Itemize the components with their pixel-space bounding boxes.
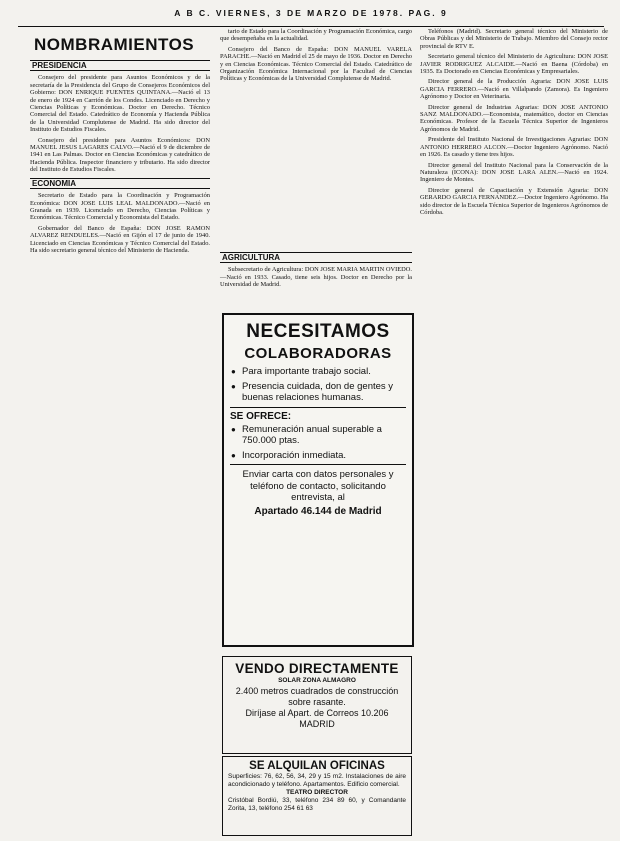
ad-text: Superficies: 76, 62, 56, 34, 29 y 15 m2. Instalaciones de aire acondicionado y teléfono. Apartamentos. Edificio comercial. bbox=[228, 773, 406, 788]
ad-contact: Cristóbal Bordiú, 33, teléfono 234 89 60, y Comandante Zorita, 13, teléfono 254 61 63 bbox=[228, 797, 406, 812]
article-paragraph: Director general de la Producción Agraria: DON JOSE LUIS GARCIA FERRERO.—Nació en Villalpando (Zamora). Es Ingeniero Agrónomo y Doctor en Veterinaria. bbox=[420, 78, 608, 101]
article-paragraph: Secretario general técnico del Ministerio de Agricultura: DON JOSE JAVIER RODRIGUEZ ALCAIDE.—Nació en Baena (Córdoba) en 1935. Es Doctorado en Ciencias Económicas y Empresariales. bbox=[420, 53, 608, 76]
article-paragraph: Presidente del Instituto Nacional de Investigaciones Agrarias: DON ANTONIO HERRERO ALCON.—Doctor Ingeniero Agrónomo. Nació en 1926. Es casado y tiene tres hijos. bbox=[420, 136, 608, 159]
article-paragraph: Teléfonos (Madrid). Secretario general técnico del Ministerio de Obras Públicas y del Ministerio de Trabajo. Miembro del Consejo rector provincial de RTV E. bbox=[420, 28, 608, 50]
ad-contact: Diríjase al Apart. de Correos 10.206 MADRID bbox=[245, 708, 389, 729]
ad-list bbox=[224, 366, 412, 404]
article-paragraph: Gobernador del Banco de España: DON JOSE RAMON ALVAREZ RENDUELES.—Nació en Gijón el 17 de junio de 1940. Licenciado en Ciencias Económicas y Técnico Comercial del Estado. Ha sido secretario general técnico del Ministerio de Hacienda. bbox=[30, 224, 210, 254]
page-header: A B C. VIERNES, 3 DE MARZO DE 1978. PAG. 9 bbox=[18, 6, 604, 27]
article-paragraph: tario de Estado para la Coordinación y Programación Económica, cargo que desempeñaba en la actualidad. bbox=[220, 28, 412, 43]
ad-offer-list bbox=[224, 424, 412, 462]
article-paragraph: Subsecretario de Agricultura: DON JOSE MARIA MARTIN OVIEDO.—Nació en 1933. Casado, tiene seis hijos. Doctor en Derecho por la Universidad de Madrid. bbox=[220, 266, 412, 289]
article-paragraph: Director general de Industrias Agrarias: DON JOSE ANTONIO SANZ MALDONADO.—Economista, matemático, doctor en Ciencias Económicas. Profesor de la Escuela Técnica Superior de Ingenieros Agrónomos de Madrid. bbox=[420, 103, 608, 133]
ad-vendo bbox=[222, 656, 412, 754]
agricultura-block bbox=[220, 248, 412, 292]
ad-subheadline: COLABORADORAS bbox=[244, 345, 392, 362]
ad-necesitamos bbox=[222, 313, 414, 647]
divider bbox=[230, 407, 406, 408]
divider bbox=[230, 464, 406, 465]
ad-list-item: ● Para importante trabajo social. bbox=[242, 366, 406, 378]
ad-list-item: ● Presencia cuidada, don de gentes y buenas relaciones humanas. bbox=[242, 381, 406, 404]
ad-apartado: Apartado 46.144 de Madrid bbox=[254, 505, 382, 517]
ad-list-item: ● Incorporación inmediata. bbox=[242, 450, 406, 462]
ad-headline: VENDO DIRECTAMENTE bbox=[235, 661, 399, 676]
section-economia: ECONOMIA bbox=[30, 178, 210, 189]
ad-offer-label: SE OFRECE: bbox=[230, 410, 292, 422]
column-2 bbox=[220, 28, 412, 258]
ad-send-text: Enviar carta con datos personales y teléfono de contacto, solicitando entrevista, al bbox=[242, 469, 394, 503]
ad-subheadline: SOLAR ZONA ALMAGRO bbox=[278, 677, 356, 684]
column-1 bbox=[30, 28, 210, 838]
article-paragraph: Director general del Instituto Nacional para la Conservación de la Naturaleza (ICONA): DON JOSE LARA ALEN.—Nació en 1924. Ingeniero de Montes. bbox=[420, 161, 608, 184]
article-paragraph: Director general de Capacitación y Extensión Agraria: DON GERARDO GARCIA FERNANDEZ.—Doctor Ingeniero Agrónomo. Ha sido director de la Escuela Técnica Superior de Ingenieros Agrónomos de Córdoba. bbox=[420, 186, 608, 216]
ad-list-item: ● Remuneración anual superable a 750.000 ptas. bbox=[242, 424, 406, 447]
ad-headline: SE ALQUILAN OFICINAS bbox=[249, 760, 385, 772]
section-presidencia: PRESIDENCIA bbox=[30, 60, 210, 71]
ad-alquilan bbox=[222, 756, 412, 836]
section-agricultura: AGRICULTURA bbox=[220, 252, 412, 263]
ad-label: TEATRO DIRECTOR bbox=[286, 789, 348, 797]
article-paragraph: Consejero del presidente para Asuntos Económicos y de la secretaría de la Presidencia del Grupo de Consejeros Económicos del Gobierno: DON ENRIQUE FUENTES QUINTANA.—Nació el 13 de enero de 1924 en Carrión de los Condes. Licenciado en Derecho y Ciencias Políticas y Económicas. Doctor en Derecho. Técnico Comercial del Estado. Catedrático de Economía y Hacienda Pública de la Universidad Complutense de Madrid. Ha sido director del Instituto de Estudios Fiscales. bbox=[30, 74, 210, 134]
column-3 bbox=[420, 28, 608, 838]
article-paragraph: Secretario de Estado para la Coordinación y Programación Económica: DON JOSE LUIS LEAL MALDONADO.—Nació en Granada en 1939. Licenciado en Derecho, Ciencias Políticas y Económicas. Técnico Comercial y Economista del Estado. bbox=[30, 192, 210, 222]
ad-text: 2.400 metros cuadrados de construcción sobre rasante. bbox=[235, 686, 399, 707]
ad-headline: NECESITAMOS bbox=[246, 321, 390, 342]
page-title: NOMBRAMIENTOS bbox=[34, 35, 195, 54]
article-paragraph: Consejero del presidente para Asuntos Económicos: DON MANUEL JESUS LAGARES CALVO.—Nació el 9 de diciembre de 1941 en Las Palmas. Doctor en Ciencias Económicas y catedrático de Hacienda Pública. Inspector financiero y tributario. Ha sido director del Instituto de Estudios Fiscales. bbox=[30, 136, 210, 174]
article-paragraph: Consejero del Banco de España: DON MANUEL VARELA PARACHE.—Nació en Madrid el 25 de mayo de 1936. Doctor en Derecho y en Ciencias Económicas. Técnico Comercial del Estado. Catedrático de Organización Económica Internacional por la Facultad de Ciencias Políticas y Económicas de la Universidad Complutense de Madrid. bbox=[220, 45, 412, 83]
